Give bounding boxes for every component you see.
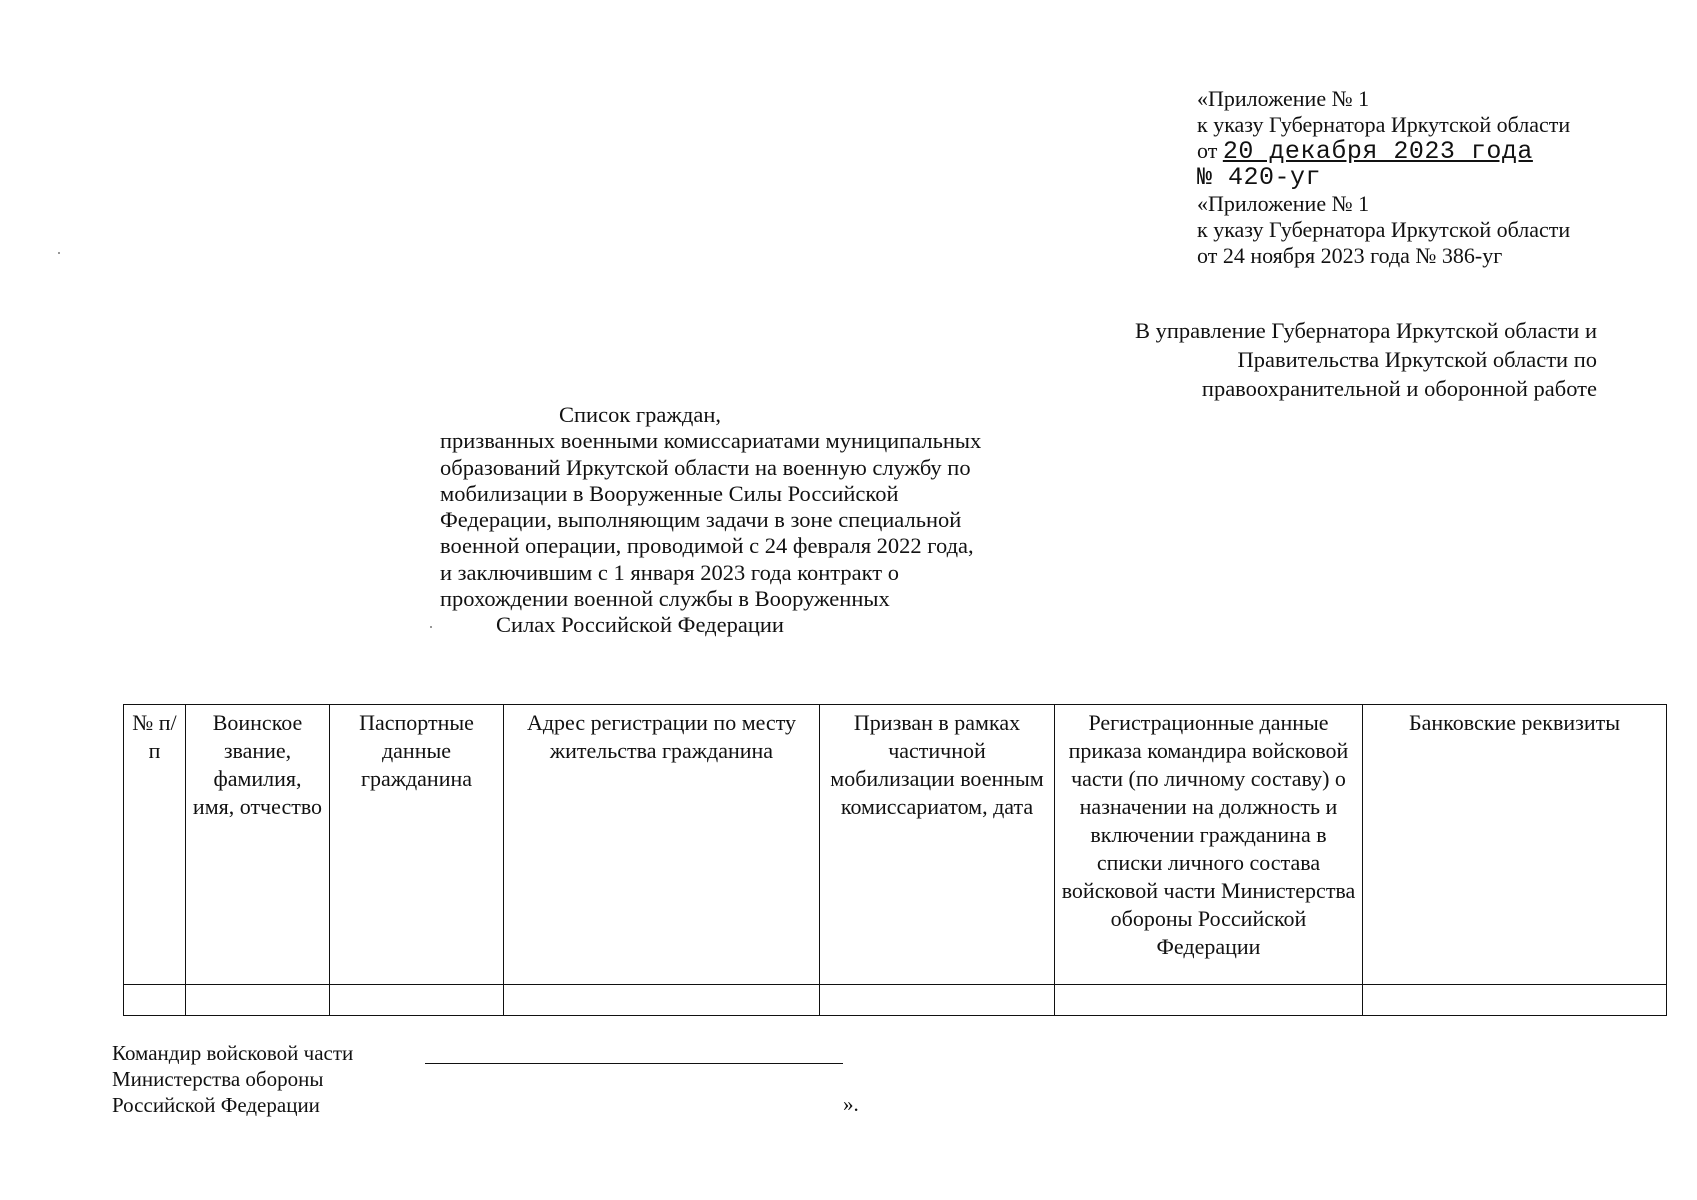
title-line-2: призванных военными комиссариатами муниципальных [440, 428, 982, 454]
signature-block [112, 1040, 353, 1118]
scan-speck [430, 626, 432, 628]
table-cell [820, 985, 1055, 1016]
table-cell [504, 985, 820, 1016]
table-cell [1055, 985, 1363, 1016]
appendix-line-5: «Приложение № 1 [1197, 191, 1370, 216]
title-line-1: Список граждан, [559, 402, 721, 427]
appendix-line-2: к указу Губернатора Иркутской области [1197, 112, 1571, 137]
appendix-date-stamp: 20 декабря 2023 года [1222, 137, 1533, 166]
signature-underline [425, 1063, 843, 1064]
document-title [440, 402, 982, 639]
signature-line-1: Командир войсковой части [112, 1041, 354, 1065]
column-header-mobilization: Призван в рамках частичной мобилизации военным комиссариатом, дата [820, 705, 1055, 985]
column-header-address: Адрес регистрации по месту жительства гражданина [504, 705, 820, 985]
title-line-9: Силах Российской Федерации [496, 612, 784, 638]
table-row [124, 985, 1667, 1016]
signature-line-2: Министерства обороны [112, 1067, 324, 1091]
title-line-5: Федерации, выполняющим задачи в зоне специальной [440, 507, 962, 533]
appendix-date-line [1197, 138, 1570, 165]
title-line-6: военной операции, проводимой с 24 февраля 2022 года, [440, 533, 974, 559]
citizens-table [123, 704, 1667, 1016]
appendix-line-7: от 24 ноября 2023 года № 386-уг [1197, 243, 1503, 268]
table-header-row [124, 705, 1667, 985]
appendix-line-6: к указу Губернатора Иркутской области [1197, 217, 1571, 242]
appendix-number-stamp: № 420-уг [1197, 163, 1322, 192]
column-header-order-data: Регистрационные данные приказа командира войсковой части (по личному составу) о назначении на должность и включении гражданина в списки личного состава войсковой части Министерства обороны Российской Федерации [1055, 705, 1363, 985]
title-line-3: образований Иркутской области на военную службу по [440, 454, 971, 480]
appendix-line-1: «Приложение № 1 [1197, 86, 1370, 111]
table-cell [124, 985, 186, 1016]
column-header-rank-name: Воинское звание, фамилия, имя, отчество [186, 705, 330, 985]
column-header-passport: Паспортные данные гражданина [330, 705, 504, 985]
addressee-line-3: правоохранительной и оборонной работе [1201, 376, 1597, 401]
column-header-bank-details: Банковские реквизиты [1363, 705, 1667, 985]
table-cell [1363, 985, 1667, 1016]
title-line-8: прохождении военной службы в Вооруженных [440, 586, 890, 612]
addressee [1135, 316, 1597, 403]
appendix-date-prefix: от [1197, 138, 1223, 163]
table-cell [186, 985, 330, 1016]
scan-speck [58, 252, 60, 254]
signature-line-3: Российской Федерации [112, 1093, 320, 1117]
title-line-4: мобилизации в Вооруженные Силы Российской [440, 480, 899, 506]
addressee-line-1: В управление Губернатора Иркутской области и [1134, 318, 1597, 343]
title-line-7: и заключившим с 1 января 2023 года контракт о [440, 559, 899, 585]
appendix-reference [1197, 86, 1570, 269]
addressee-line-2: Правительства Иркутской области по [1237, 347, 1597, 372]
table-cell [330, 985, 504, 1016]
column-header-number: № п/п [124, 705, 186, 985]
closing-quote: ». [843, 1092, 859, 1116]
